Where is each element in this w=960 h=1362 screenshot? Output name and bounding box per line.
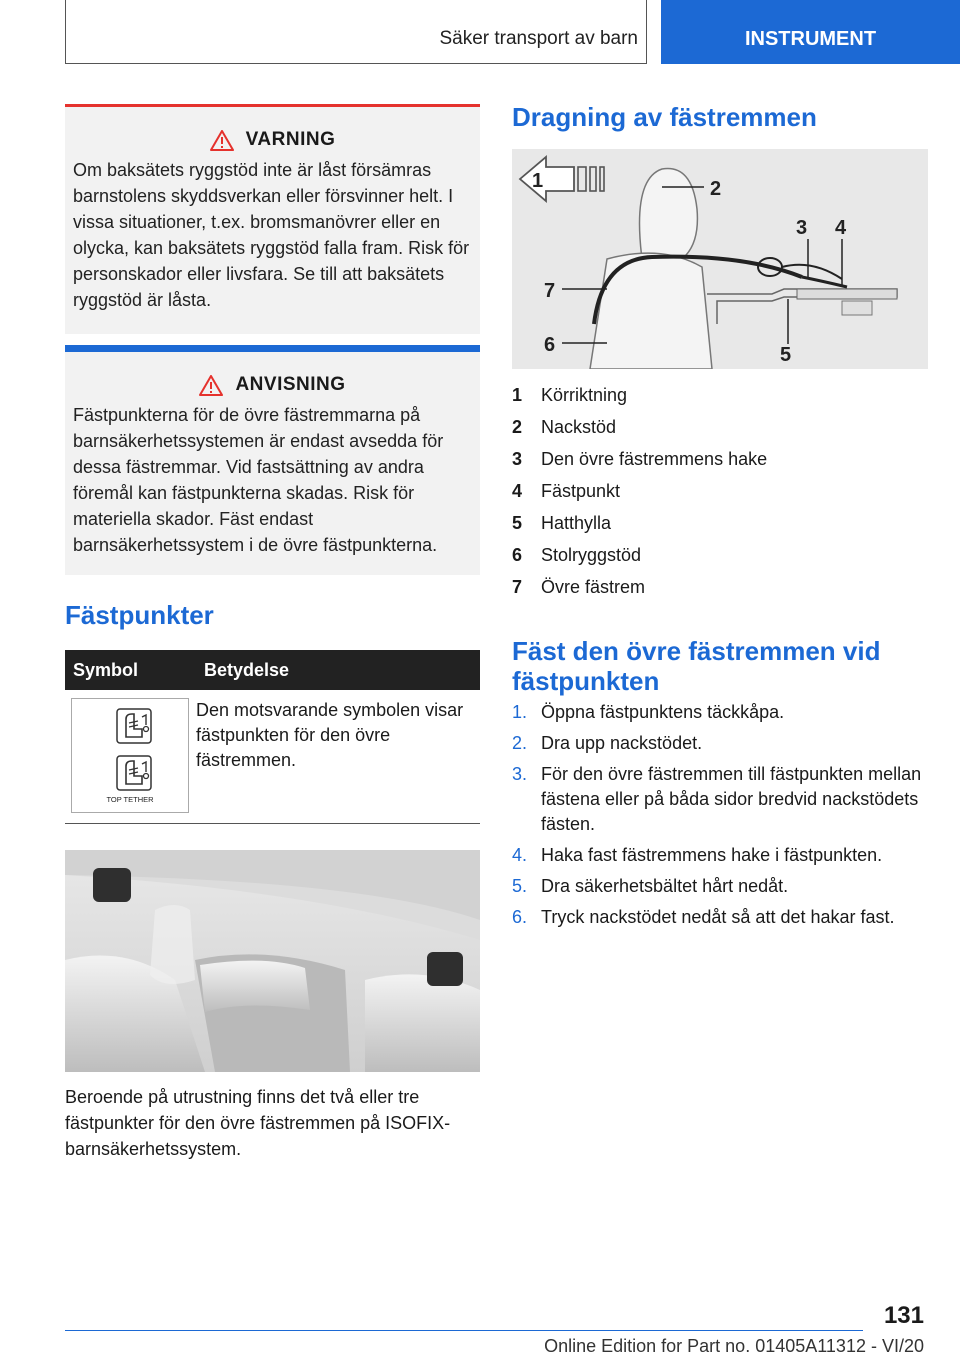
step-item: 5. Dra säkerhetsbältet hårt nedåt.	[512, 876, 789, 896]
top-tether-symbol	[71, 698, 189, 813]
fast-heading: Fäst den övre fästremmen vid fästpunkten	[512, 636, 881, 696]
step-item: 3. För den övre fästremmen till fästpunkten mellan fästena eller på båda sidor bredvid nackstödets fästen.	[512, 764, 922, 834]
warning-title: VARNING	[245, 129, 336, 150]
legend-item: 7 Övre fästrem	[512, 576, 646, 597]
callout-1: 1	[532, 170, 544, 192]
child-seat-anchor-icon	[72, 699, 188, 812]
step-item: 6. Tryck nackstödet nedåt så att det hakar fast.	[512, 907, 895, 927]
step-item: 2. Dra upp nackstödet.	[512, 733, 703, 753]
step-item: 1. Öppna fästpunktens täckkåpa.	[512, 702, 785, 722]
col-meaning-header: Betydelse	[190, 650, 480, 690]
notice-text: Fästpunkterna för de övre fästremmarna på barnsäkerhetssystemen är endast avsedda för dessa fästremmar. Vid fastsättning av andra föremål kan fästpunkterna skadas. Risk för materiella skador. Fäst endast barnsäkerhetssystem i de övre fästpunkterna.	[73, 405, 444, 555]
legend-item: 2 Nackstöd	[512, 416, 617, 437]
rear-shelf-photo	[65, 850, 480, 1072]
dragning-heading: Dragning av fästremmen	[512, 102, 817, 132]
notice-box	[65, 345, 480, 575]
legend-item: 5 Hatthylla	[512, 512, 612, 533]
legend-item: 3 Den övre fästremmens hake	[512, 448, 768, 469]
section-title: Säker transport av barn	[439, 28, 638, 49]
warning-header	[73, 129, 472, 151]
table-header-row	[65, 650, 480, 690]
diagram-legend	[512, 379, 767, 603]
step-item: 4. Haka fast fästremmens hake i fästpunkten.	[512, 845, 883, 865]
fastpunkter-heading: Fästpunkter	[65, 600, 214, 630]
footer-divider	[65, 1330, 863, 1331]
steps-list	[512, 700, 928, 936]
callout-2: 2	[710, 178, 722, 200]
symbol-table	[65, 650, 480, 824]
callout-6: 6	[544, 334, 556, 356]
caution-triangle-icon	[199, 375, 223, 396]
warning-box	[65, 104, 480, 334]
legend-item: 6 Stolryggstöd	[512, 544, 642, 565]
tether-routing-diagram	[512, 149, 928, 369]
col-symbol-header: Symbol	[65, 650, 190, 690]
top-tether-label: TOP TETHER	[106, 795, 154, 804]
notice-header	[73, 374, 472, 396]
warning-text: Om baksätets ryggstöd inte är låst försämras barnstolens skyddsverkan eller försvinner helt. I vissa situationer, t.ex. bromsmanövrer eller en olycka, kan baksätets ryggstöd falla fram. Risk för personskador eller livsfara. Se till att baksätets ryggstöd är låsta.	[73, 160, 470, 310]
table-row	[65, 690, 480, 824]
callout-7: 7	[544, 280, 556, 302]
callout-3: 3	[796, 217, 808, 239]
callout-4: 4	[835, 217, 847, 239]
callout-5: 5	[780, 344, 792, 366]
legend-item: 4 Fästpunkt	[512, 480, 621, 501]
symbol-cell	[65, 690, 190, 824]
notice-title: ANVISNING	[235, 374, 346, 395]
meaning-cell: Den motsvarande symbolen visar fästpunkten för den övre fästremmen.	[196, 700, 464, 770]
photo-caption: Beroende på utrustning finns det två eller tre fästpunkter för den övre fästremmen på ISOFIX-barnsäkerhetssystem.	[65, 1087, 451, 1159]
warning-triangle-icon	[210, 130, 234, 151]
legend-item: 1 Körriktning	[512, 384, 628, 405]
edition-text: Online Edition for Part no. 01405A11312 - VI/20	[544, 1336, 924, 1356]
chapter-tab[interactable]: INSTRUMENT	[661, 0, 960, 64]
page-number: 131	[883, 1302, 924, 1329]
